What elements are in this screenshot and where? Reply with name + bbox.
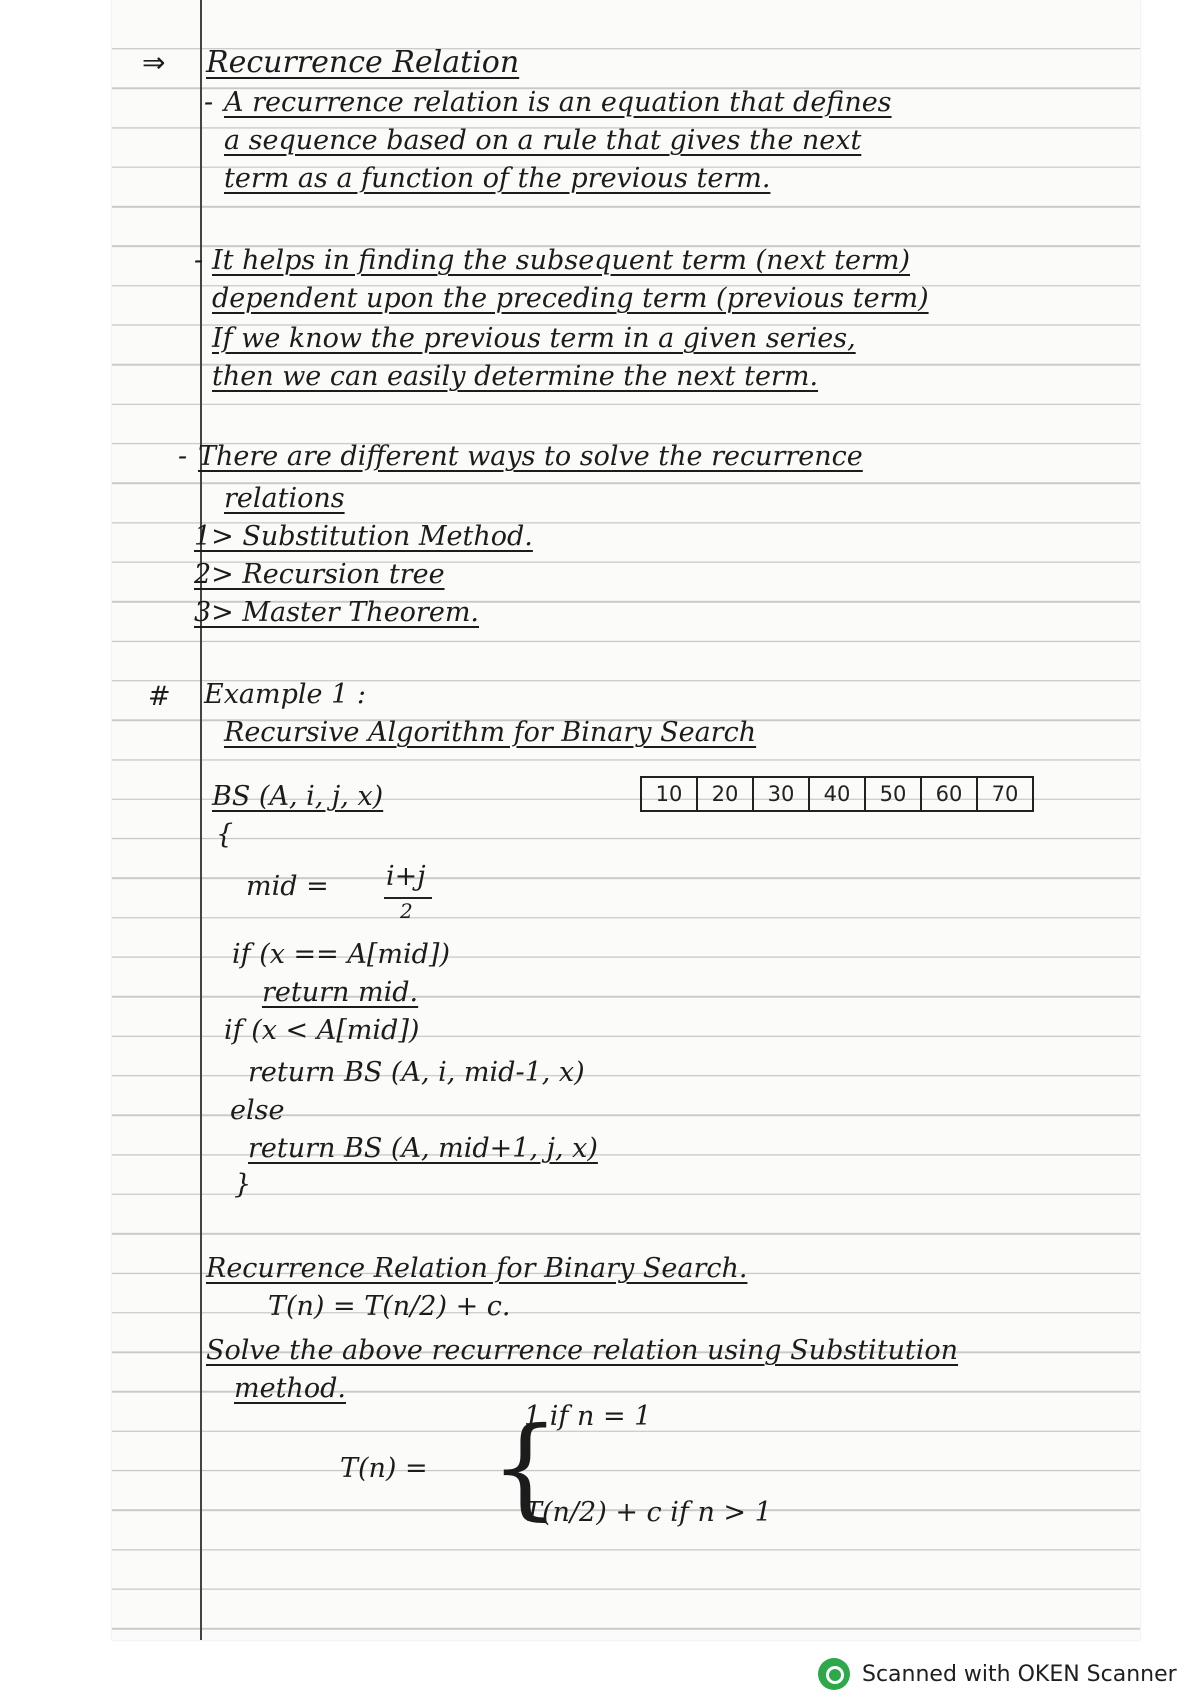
- array-cell: 40: [810, 778, 866, 810]
- scanner-text: Scanned with OKEN Scanner: [862, 1661, 1177, 1687]
- ways-bullet: -: [178, 441, 188, 472]
- scanner-watermark: [818, 1658, 1177, 1690]
- example-marker: #: [148, 681, 171, 712]
- example-title: Example 1 :: [204, 679, 366, 710]
- mid-numerator: i+j: [386, 861, 426, 892]
- method-item: 3> Master Theorem.: [194, 597, 480, 628]
- piecewise-lhs: T(n) =: [340, 1453, 428, 1484]
- definition-bullet: -: [204, 87, 214, 118]
- code-line: return BS (A, i, mid-1, x): [248, 1057, 585, 1088]
- page-title: Recurrence Relation: [206, 45, 520, 80]
- helps-bullet: -: [194, 245, 204, 276]
- helps-line: dependent upon the preceding term (previous term): [212, 283, 929, 314]
- example-subtitle: Recursive Algorithm for Binary Search: [224, 717, 757, 748]
- oken-logo-icon: [818, 1658, 850, 1690]
- array-cell: 60: [922, 778, 978, 810]
- recurrence-equation: T(n) = T(n/2) + c.: [268, 1291, 511, 1322]
- mid-denominator: 2: [400, 899, 413, 923]
- function-signature: BS (A, i, j, x): [212, 781, 384, 812]
- open-brace: {: [216, 819, 234, 850]
- arrow-icon: ⇒: [142, 46, 166, 79]
- definition-line: a sequence based on a rule that gives the next: [224, 125, 862, 156]
- solve-instruction: Solve the above recurrence relation using Substitution: [206, 1335, 959, 1366]
- code-line: if (x < A[mid]): [224, 1015, 420, 1046]
- mid-assignment: mid =: [246, 871, 329, 902]
- solve-instruction: method.: [234, 1373, 346, 1404]
- array-cell: 20: [698, 778, 754, 810]
- definition-line: A recurrence relation is an equation that defines: [224, 87, 892, 118]
- piecewise-case: 1 if n = 1: [524, 1401, 652, 1432]
- ways-intro-line: There are different ways to solve the recurrence: [198, 441, 863, 472]
- array-cell: 10: [642, 778, 698, 810]
- helps-line: It helps in finding the subsequent term (next term): [212, 245, 910, 276]
- array-cell: 30: [754, 778, 810, 810]
- code-line: return mid.: [262, 977, 419, 1008]
- helps-line: then we can easily determine the next term.: [212, 361, 819, 392]
- array-cell: 70: [978, 778, 1034, 810]
- method-item: 2> Recursion tree: [194, 559, 445, 590]
- code-line: if (x == A[mid]): [232, 939, 451, 970]
- piecewise-brace: {: [490, 1403, 560, 1531]
- code-line: else: [230, 1095, 285, 1126]
- recurrence-heading: Recurrence Relation for Binary Search.: [206, 1253, 748, 1284]
- helps-line: If we know the previous term in a given series,: [212, 323, 856, 354]
- ways-intro-line: relations: [224, 483, 345, 514]
- definition-line: term as a function of the previous term.: [224, 163, 771, 194]
- array-cell: 50: [866, 778, 922, 810]
- code-line: return BS (A, mid+1, j, x): [248, 1133, 598, 1164]
- piecewise-case: T(n/2) + c if n > 1: [524, 1497, 772, 1528]
- close-brace: }: [234, 1169, 252, 1200]
- sorted-array: [640, 776, 1034, 812]
- notebook-page: [112, 0, 1140, 1640]
- method-item: 1> Substitution Method.: [194, 521, 533, 552]
